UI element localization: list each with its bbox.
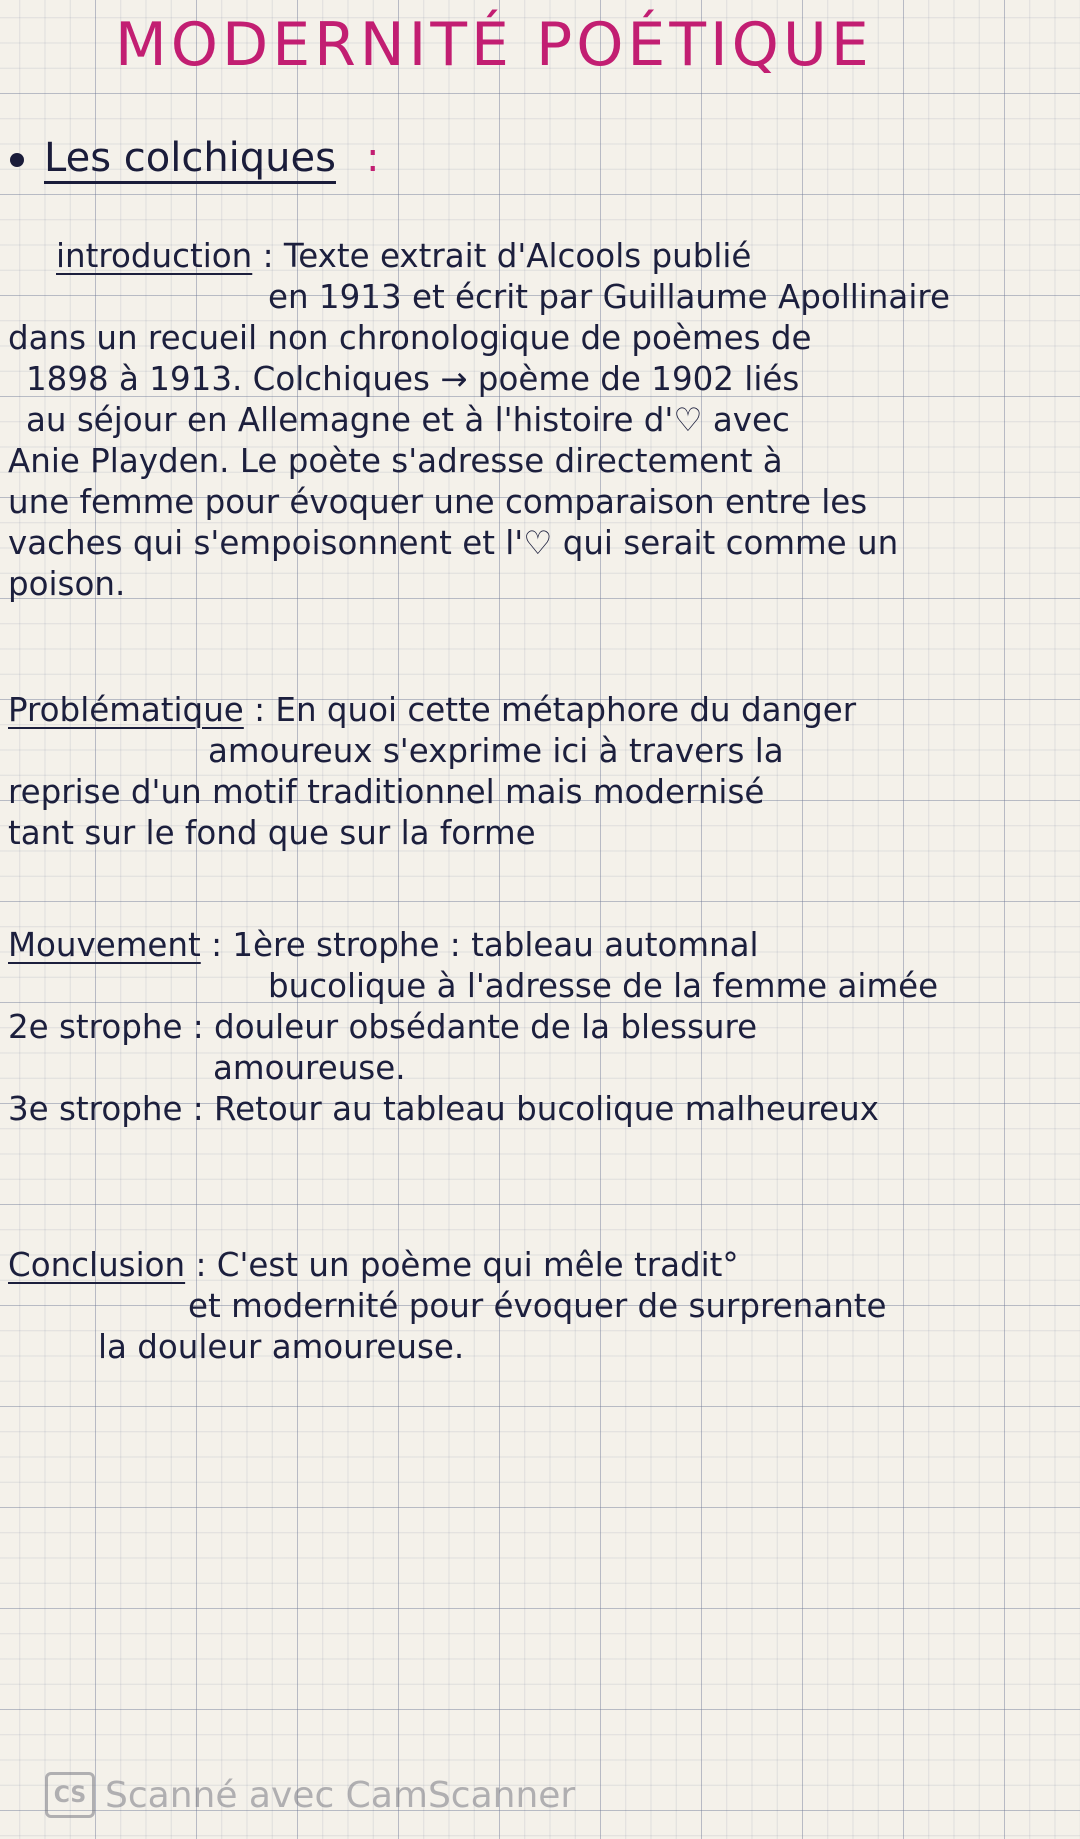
strophe-3-text: : Retour au tableau bucolique malheureux (192, 1090, 879, 1128)
introduction-text: vaches qui s'empoisonnent et l'♡ qui serait comme un (8, 524, 899, 562)
strophe-2-label: 2e strophe (8, 1008, 183, 1046)
strophe-3-label: 3e strophe (8, 1090, 183, 1128)
problematique-text: reprise d'un motif traditionnel mais modernisé (8, 773, 765, 811)
section-heading-text: Les colchiques (44, 135, 336, 181)
introduction-label: introduction (56, 237, 253, 275)
strophe-1-label: : 1ère strophe (211, 926, 440, 964)
strophe-1-text: : tableau automnal (449, 926, 759, 964)
strophe-1-text: bucolique à l'adresse de la femme aimée (268, 967, 939, 1005)
problematique-text: : En quoi cette métaphore du danger (254, 691, 857, 729)
conclusion-label: Conclusion (8, 1246, 186, 1284)
introduction-text: : Texte extrait d'Alcools publié (262, 237, 752, 275)
problematique-text: amoureux s'exprime ici à travers la (208, 732, 784, 770)
conclusion-block (8, 1245, 1072, 1368)
heading-colon: : (365, 135, 380, 181)
introduction-text: une femme pour évoquer une comparaison entre les (8, 483, 868, 521)
watermark-text: Scanné avec CamScanner (105, 1774, 576, 1816)
conclusion-text: et modernité pour évoquer de surprenante (188, 1287, 887, 1325)
introduction-text: 1898 à 1913. Colchiques → poème de 1902 liés (26, 360, 800, 398)
problematique-block (8, 690, 1072, 854)
page-title: MODERNITÉ POÉTIQUE (115, 10, 873, 80)
problematique-text: tant sur le fond que sur la forme (8, 814, 536, 852)
strophe-2-text: : douleur obsédante de la blessure (192, 1008, 758, 1046)
strophe-2-text: amoureuse. (213, 1049, 406, 1087)
conclusion-text: : C'est un poème qui mêle tradit° (195, 1246, 739, 1284)
scanner-watermark (45, 1772, 575, 1818)
conclusion-text: la douleur amoureuse. (98, 1328, 465, 1366)
camscanner-logo-icon: CS (45, 1772, 95, 1818)
introduction-text: au séjour en Allemagne et à l'histoire d'♡ avec (26, 401, 790, 439)
section-heading (10, 135, 379, 181)
introduction-text: poison. (8, 565, 126, 603)
mouvement-label: Mouvement (8, 926, 201, 964)
problematique-label: Problématique (8, 691, 244, 729)
introduction-block (8, 236, 1072, 605)
introduction-text: Anie Playden. Le poète s'adresse directement à (8, 442, 783, 480)
introduction-text: dans un recueil non chronologique de poèmes de (8, 319, 812, 357)
mouvement-block (8, 925, 1072, 1130)
bullet-icon (10, 153, 24, 167)
introduction-text: en 1913 et écrit par Guillaume Apollinaire (268, 278, 950, 316)
